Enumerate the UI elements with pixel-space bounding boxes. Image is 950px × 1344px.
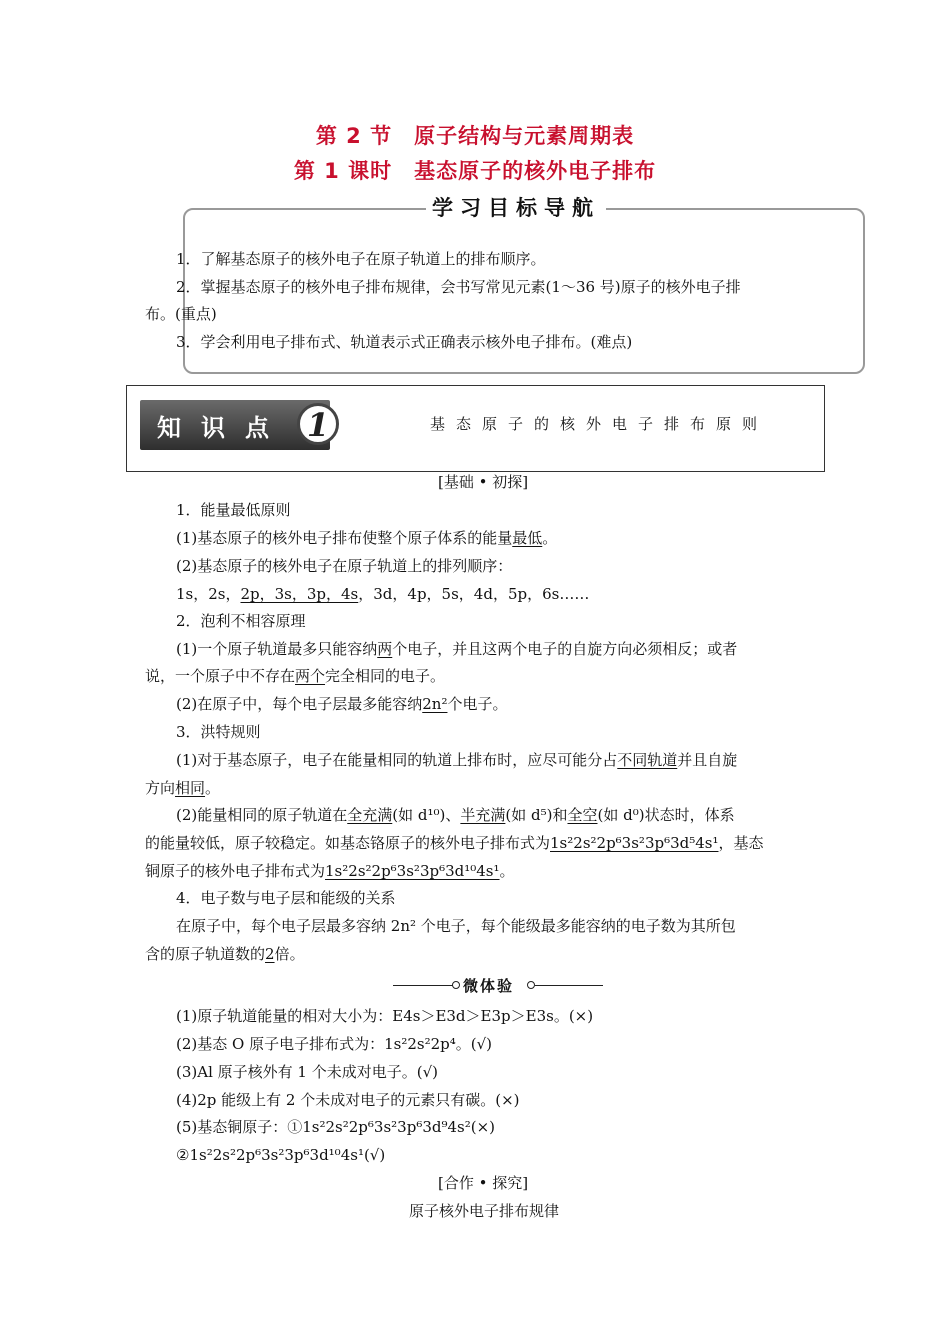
micro-title: 微体验 xyxy=(463,977,515,995)
micro-dot-right xyxy=(527,981,535,989)
p3-line2: 方向相同。 xyxy=(145,779,221,797)
knowledge-badge-label: 知识点 xyxy=(157,414,289,442)
objective-1: 1．了解基态原子的核外电子在原子轨道上的排布顺序。 xyxy=(176,250,546,268)
p3-line1: (1)对于基态原子，电子在能量相同的轨道上排布时，应尽可能分占不同轨道并且自旋 xyxy=(176,751,738,769)
micro-divider-left xyxy=(393,985,455,986)
micro-q5: (5)基态铜原子：①1s²2s²2p⁶3s²3p⁶3d⁹4s²(×) xyxy=(176,1118,496,1136)
objectives-banner: 学习目标导航 xyxy=(426,193,606,223)
p3-title: 3．洪特规则 xyxy=(176,723,261,741)
p2-line3: (2)在原子中，每个电子层最多能容纳2n²个电子。 xyxy=(176,695,508,713)
objective-2-cont: 布。(重点) xyxy=(145,305,217,323)
p3-line3: (2)能量相同的原子轨道在全充满(如 d¹⁰)、半充满(如 d⁵)和全空(如 d⁰)状态时，体系 xyxy=(176,806,735,824)
p3-line4: 的能量较低，原子较稳定。如基态铬原子的核外电子排布式为1s²2s²2p⁶3s²3p⁶3d⁵4s¹，基态 xyxy=(145,834,764,852)
objective-2: 2．掌握基态原子的核外电子排布规律，会书写常见元素(1～36 号)原子的核外电子排 xyxy=(176,278,741,296)
micro-divider-right xyxy=(535,985,603,986)
p4-line1: 在原子中，每个电子层最多容纳 2n² 个电子，每个能级最多能容纳的电子数为其所包 xyxy=(176,917,736,935)
micro-dot-left xyxy=(452,981,460,989)
p1-line3: 1s，2s，2p，3s，3p，4s，3d，4p，5s，4d，5p，6s…… xyxy=(176,585,590,603)
p1-title: 1．能量最低原则 xyxy=(176,501,291,519)
p4-title: 4．电子数与电子层和能级的关系 xyxy=(176,889,396,907)
p2-line1: (1)一个原子轨道最多只能容纳两个电子，并且这两个电子的自旋方向必须相反；或者 xyxy=(176,640,738,658)
objective-3: 3．学会利用电子排布式、轨道表示式正确表示核外电子排布。(难点) xyxy=(176,333,633,351)
section-title: 第 2 节 原子结构与元素周期表 xyxy=(315,124,635,148)
lesson-title: 第 1 课时 基态原子的核外电子排布 xyxy=(293,159,657,183)
p1-line1: (1)基态原子的核外电子排布使整个原子体系的能量最低。 xyxy=(176,529,558,547)
p1-line2: (2)基态原子的核外电子在原子轨道上的排列顺序： xyxy=(176,557,513,575)
micro-q1: (1)原子轨道能量的相对大小为：E4s＞E3d＞E3p＞E3s。(×) xyxy=(176,1007,594,1025)
footer-subtitle: 原子核外电子排布规律 xyxy=(409,1202,560,1220)
micro-q3: (3)Al 原子核外有 1 个未成对电子。(√) xyxy=(176,1063,438,1081)
micro-q4: (4)2p 能级上有 2 个未成对电子的元素只有碳。(×) xyxy=(176,1091,520,1109)
knowledge-number-circle xyxy=(297,403,339,445)
p2-line2: 说，一个原子中不存在两个完全相同的电子。 xyxy=(145,667,446,685)
knowledge-title: 基态原子的核外电子排布原则 xyxy=(430,415,769,433)
basic-tag: [基础 • 初探] xyxy=(438,473,529,491)
micro-q2: (2)基态 O 原子电子排布式为：1s²2s²2p⁴。(√) xyxy=(176,1035,493,1053)
cooperate-tag: [合作 • 探究] xyxy=(438,1174,529,1192)
knowledge-number: 1 xyxy=(306,406,330,444)
p3-line5: 铜原子的核外电子排布式为1s²2s²2p⁶3s²3p⁶3d¹⁰4s¹。 xyxy=(145,862,515,880)
p2-title: 2．泡利不相容原理 xyxy=(176,612,306,630)
p4-line2: 含的原子轨道数的2倍。 xyxy=(145,945,305,963)
micro-q6: ②1s²2s²2p⁶3s²3p⁶3d¹⁰4s¹(√) xyxy=(176,1146,386,1164)
